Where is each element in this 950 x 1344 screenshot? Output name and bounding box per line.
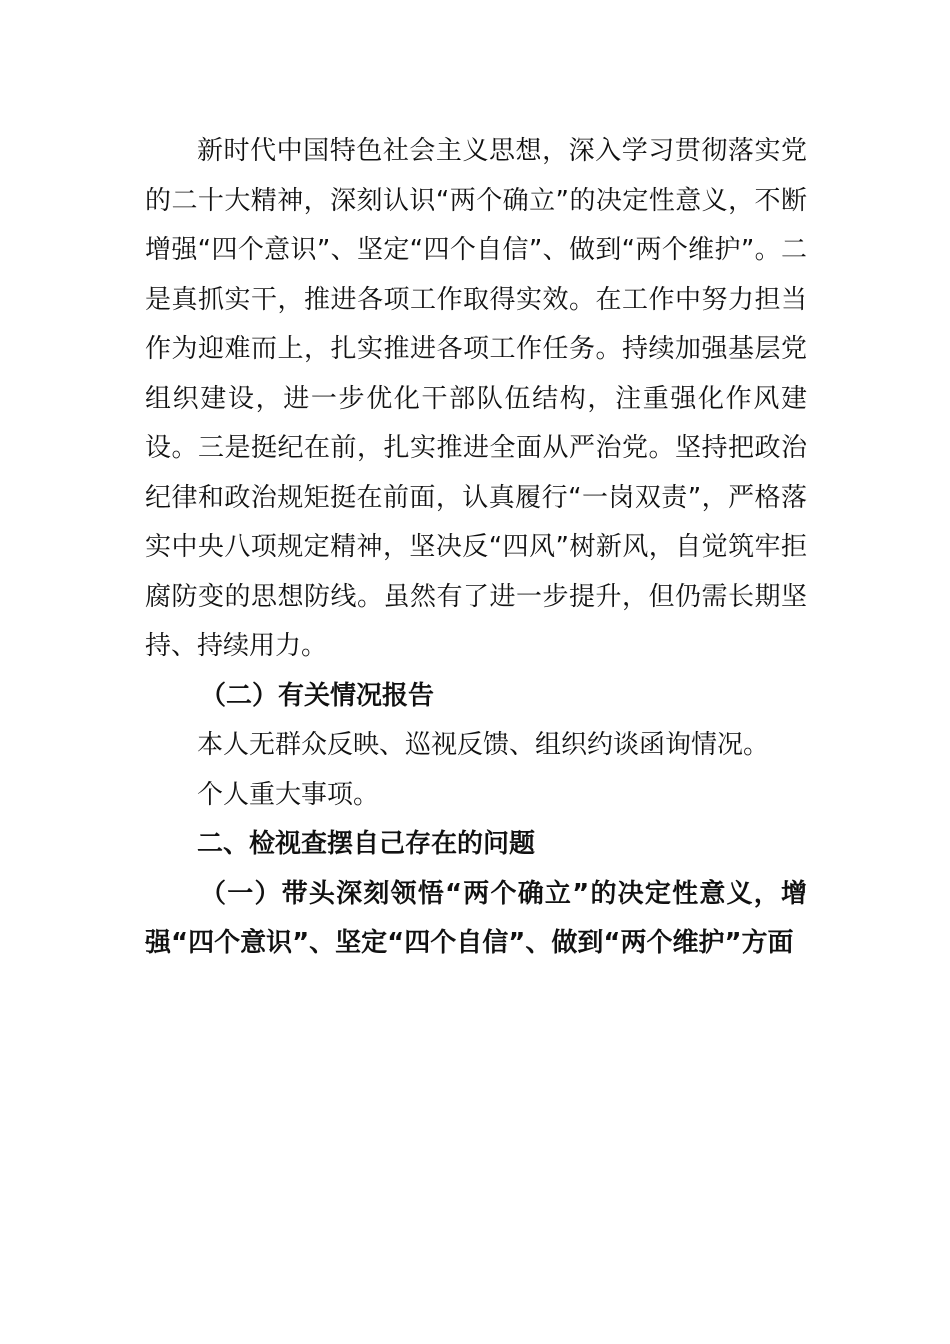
document-body <box>145 127 807 969</box>
body-paragraph-summary: 新时代中国特色社会主义思想，深入学习贯彻落实党的二十大精神，深刻认识“两个确立”的决定性意义，不断增强“四个意识”、坚定“四个自信”、做到“两个维护”。二是真抓实干，推进各项工作取得实效。在工作中努力担当作为迎难而上，扎实推进各项工作任务。持续加强基层党组织建设，进一步优化干部队伍结构，注重强化作风建设。三是挺纪在前，扎实推进全面从严治党。坚持把政治纪律和政治规矩挺在前面，认真履行“一岗双责”，严格落实中央八项规定精神，坚决反“四风”树新风，自觉筑牢拒腐防变的思想防线。虽然有了进一步提升，但仍需长期坚持、持续用力。 <box>145 136 807 661</box>
subsection-heading-two-establishments: （一）带头深刻领悟“两个确立”的决定性意义，增强“四个意识”、坚定“四个自信”、做到“两个维护”方面 <box>145 878 807 958</box>
body-paragraph-no-reports: 本人无群众反映、巡视反馈、组织约谈函询情况。 <box>197 730 770 760</box>
section-heading-report: （二）有关情况报告 <box>200 680 435 711</box>
section-heading-problems: 二、检视查摆自己存在的问题 <box>197 829 536 859</box>
body-paragraph-personal-matters: 个人重大事项。 <box>197 779 380 810</box>
